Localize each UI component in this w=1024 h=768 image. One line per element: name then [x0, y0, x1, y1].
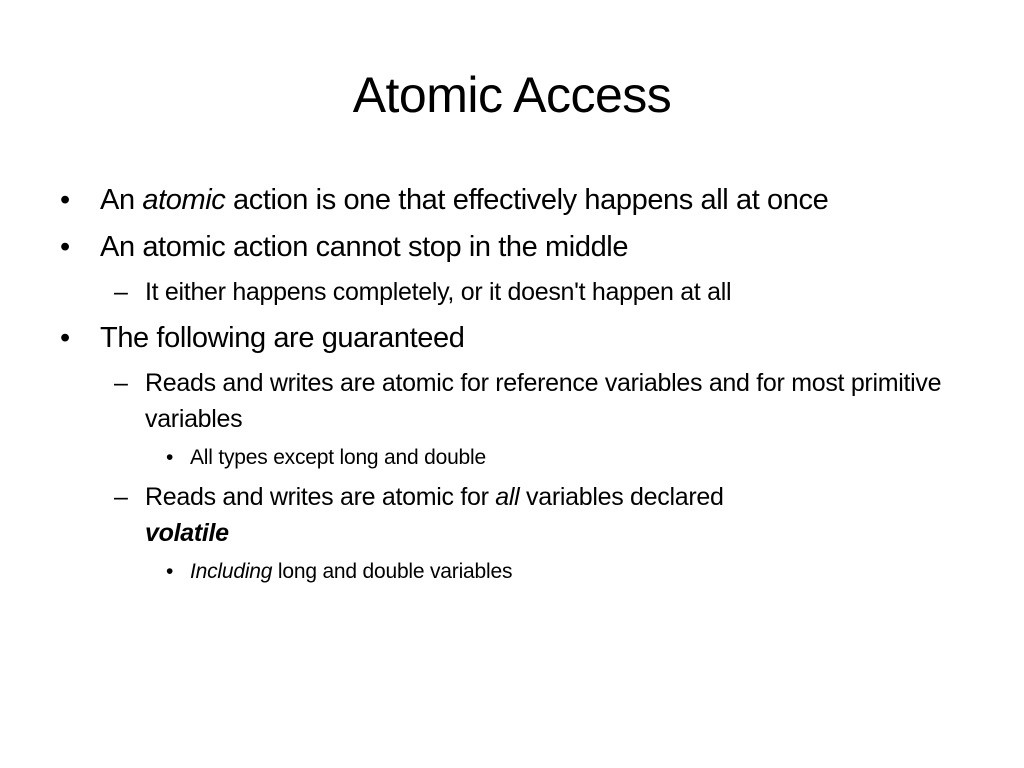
slide-title: Atomic Access [352, 67, 672, 123]
bullet-text: An atomic action cannot stop in the middle [100, 231, 629, 263]
bullet-marker: • [60, 322, 70, 354]
subbullet-text-mid: variables declared [519, 483, 724, 511]
subbullet-text: Reads and writes are atomic for reference variables and for most primitive variables [145, 369, 942, 433]
subsubbullet-text: All types except long and double [190, 446, 486, 469]
slide-body [0, 180, 1024, 587]
subbullet-marker: – [114, 483, 128, 511]
bullet-atomic-definition [60, 180, 970, 221]
subbullet-marker: – [114, 278, 128, 306]
bullet-marker: • [60, 231, 70, 263]
subsubbullet-including-long-double [166, 557, 970, 587]
bullet-text-emphasis: atomic [142, 184, 226, 216]
subbullet-text-pre: Reads and writes are atomic for [145, 483, 496, 511]
subbullet-text-emphasis: all [495, 483, 520, 511]
subbullet-reference-variables [114, 365, 975, 437]
bullet-text-post: action is one that effectively happens all at once [225, 184, 829, 216]
subbullet-completely-or-not [114, 274, 975, 310]
subbullet-text: It either happens completely, or it doesn't happen at all [145, 278, 732, 306]
bullet-guaranteed [60, 318, 970, 359]
subsubbullet-except-long-double [166, 443, 970, 473]
subbullet-text-keyword: volatile [145, 519, 229, 547]
subsubbullet-marker: • [166, 446, 174, 469]
subbullet-volatile-variables [114, 479, 785, 551]
subsubbullet-text-emphasis: Including [190, 560, 273, 583]
bullet-text: The following are guaranteed [100, 322, 465, 354]
subbullet-marker: – [114, 369, 128, 397]
subsubbullet-text-post: long and double variables [272, 560, 513, 583]
bullet-text-pre: An [100, 184, 143, 216]
subsubbullet-marker: • [166, 560, 174, 583]
bullet-marker: • [60, 184, 70, 216]
bullet-cannot-stop [60, 227, 970, 268]
